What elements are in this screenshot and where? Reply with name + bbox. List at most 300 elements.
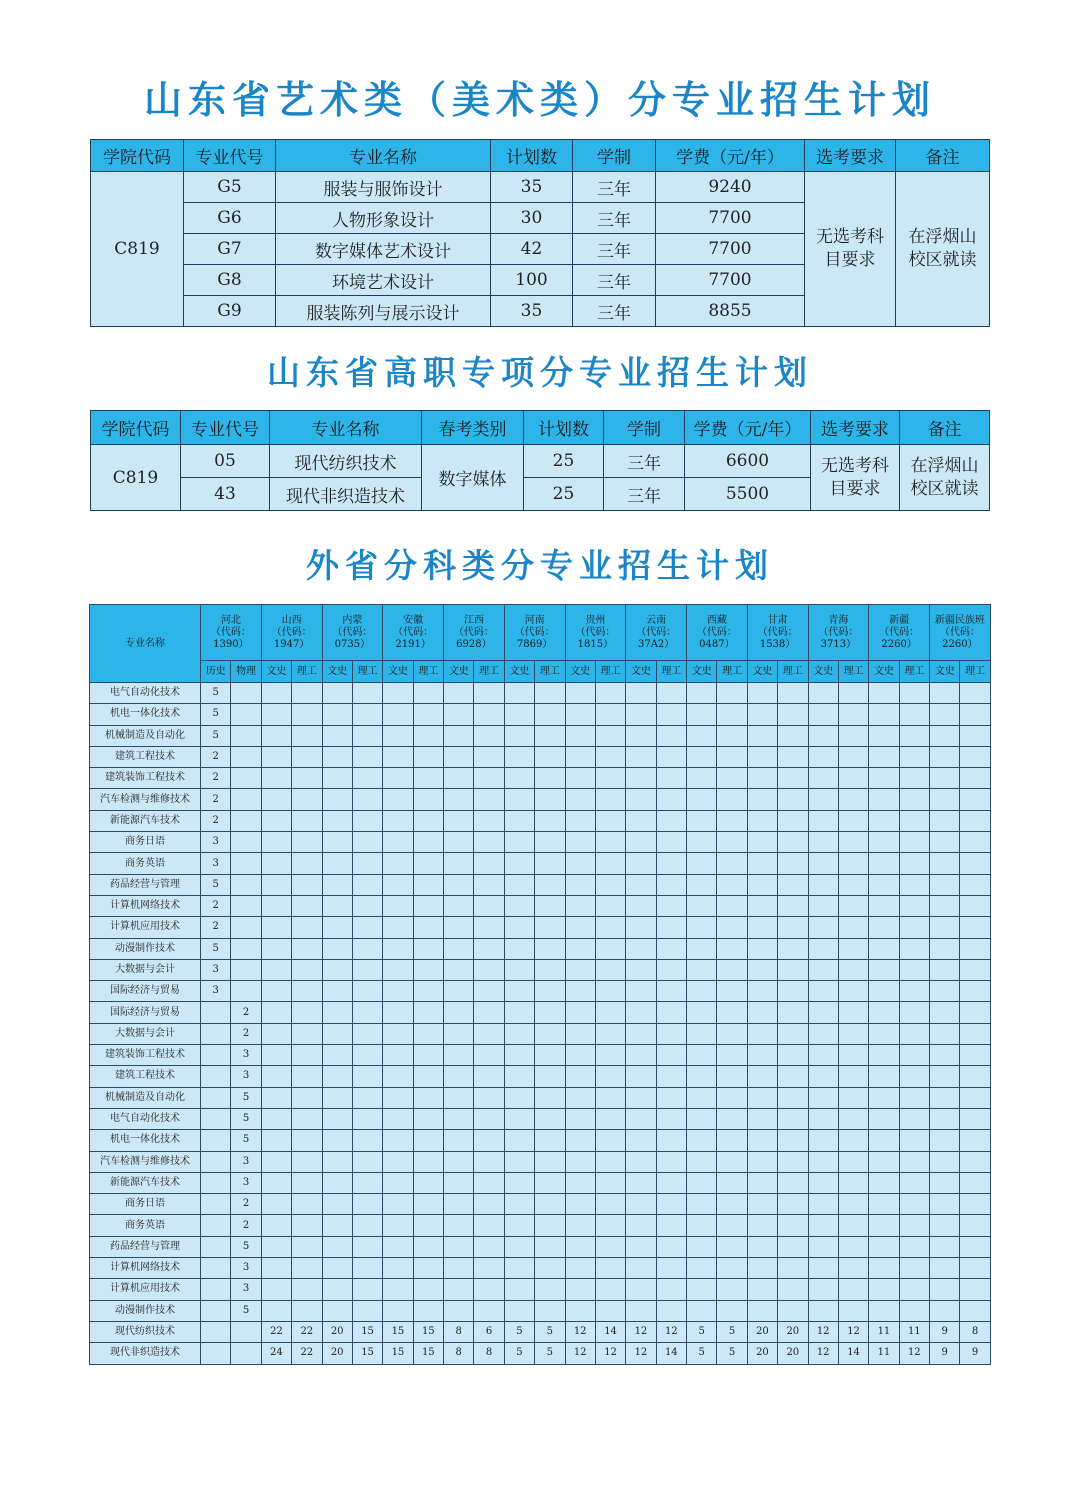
plan-count-cell [474,768,504,789]
major-name: 商务英语 [90,1215,201,1236]
major-name: 汽车检测与维修技术 [90,789,201,810]
plan-count-cell: 3 [231,1172,261,1193]
plan-count-cell [383,1023,413,1044]
plan-count-cell [231,832,261,853]
plan-count-cell [292,917,322,938]
plan-count-cell [383,1300,413,1321]
duration: 三年 [573,296,656,327]
plan-count-cell [474,1194,504,1215]
major-name: 商务日语 [90,1194,201,1215]
plan-count-cell [292,1045,322,1066]
plan-count-cell [413,895,443,916]
art-plan-title: 山东省艺术类（美术类）分专业招生计划 [143,78,936,122]
plan-count-cell [869,704,899,725]
plan-count-cell [474,1002,504,1023]
plan-count-cell [261,832,291,853]
plan-count-cell [352,1258,382,1279]
plan-count: 42 [491,234,573,265]
plan-count-cell [565,746,595,767]
plan-count-cell [808,1258,838,1279]
plan-count-cell: 15 [352,1321,382,1342]
plan-count-cell [535,832,565,853]
plan-count-cell [656,704,686,725]
plan-count-cell [687,683,717,704]
plan-count-cell [474,1172,504,1193]
plan-count-cell [535,1023,565,1044]
plan-count-cell [930,1108,960,1129]
plan-count-cell [383,1236,413,1257]
plan-count-cell [656,1045,686,1066]
subject-type-header: 理工 [899,661,929,683]
plan-count-cell [838,1087,868,1108]
plan-count-cell [626,1215,656,1236]
plan-count-cell: 3 [231,1258,261,1279]
major-name: 动漫制作技术 [90,1300,201,1321]
plan-count-cell [352,1066,382,1087]
major-name: 动漫制作技术 [90,938,201,959]
province-header: 内蒙 （代码： 0735） [322,605,383,661]
plan-count-cell [261,746,291,767]
tuition: 6600 [685,445,811,478]
plan-count-cell [869,1236,899,1257]
table-header-row [91,140,990,172]
plan-count-cell [687,1194,717,1215]
plan-count-cell [413,874,443,895]
plan-count-cell [474,1151,504,1172]
plan-count-cell [535,704,565,725]
plan-count-cell [352,768,382,789]
plan-count-cell [322,683,352,704]
plan-count-cell [565,853,595,874]
plan-count-cell [261,959,291,980]
plan-count-cell [201,1087,231,1108]
plan-count-cell [717,832,747,853]
plan-count-cell [413,1172,443,1193]
plan-count-cell [626,959,656,980]
table-row [90,853,991,874]
plan-count-cell [322,938,352,959]
plan-count-cell [869,981,899,1002]
plan-count-cell [930,1002,960,1023]
table-row [90,768,991,789]
plan-count-cell [838,1258,868,1279]
plan-count-cell [838,768,868,789]
plan-count-cell [535,1066,565,1087]
plan-count-cell [838,1045,868,1066]
plan-count-cell [808,1108,838,1129]
plan-count-cell [687,1130,717,1151]
plan-count-cell [595,1130,625,1151]
plan-count-cell [444,917,474,938]
plan-count-cell [413,1300,443,1321]
plan-count-cell [930,789,960,810]
plan-count-cell [231,725,261,746]
plan-count-cell [322,832,352,853]
plan-count-cell [838,683,868,704]
plan-count-cell [352,1130,382,1151]
plan-count-cell [352,853,382,874]
plan-count-cell [747,981,777,1002]
plan-count-cell [413,1087,443,1108]
plan-count-cell [535,917,565,938]
plan-count-cell [383,1045,413,1066]
plan-count-cell [261,1087,291,1108]
plan-count-cell: 3 [201,959,231,980]
plan-count-cell: 8 [960,1321,990,1342]
plan-count-cell [747,1108,777,1129]
plan-count-cell [930,1130,960,1151]
plan-count-cell [595,1066,625,1087]
plan-count-cell [930,1194,960,1215]
plan-count-cell [626,1236,656,1257]
plan-count-cell [322,917,352,938]
plan-count-cell [535,1194,565,1215]
plan-count-cell [687,874,717,895]
major-code: G7 [184,234,276,265]
plan-count-cell [717,1130,747,1151]
plan-count-cell: 20 [747,1321,777,1342]
plan-count-cell [201,1151,231,1172]
plan-count-cell [292,1279,322,1300]
plan-count-cell: 3 [231,1279,261,1300]
plan-count-cell [352,832,382,853]
plan-count-cell [960,1045,990,1066]
plan-count-cell [413,746,443,767]
plan-count-cell [838,1300,868,1321]
plan-count-cell: 3 [231,1151,261,1172]
plan-count-cell [322,1258,352,1279]
plan-count-cell [717,1279,747,1300]
plan-count-cell [201,1045,231,1066]
plan-count-cell [626,1151,656,1172]
plan-count-cell [261,938,291,959]
plan-count-cell [535,1108,565,1129]
plan-count-cell [565,1215,595,1236]
plan-count-cell [322,746,352,767]
plan-count-cell [778,895,808,916]
plan-count-cell [595,1172,625,1193]
plan-count-cell [656,917,686,938]
major-name: 建筑工程技术 [90,746,201,767]
plan-count-cell [504,1279,534,1300]
plan-count-cell [717,704,747,725]
plan-count-cell [504,1108,534,1129]
plan-count-cell [899,1300,929,1321]
plan-count-cell [565,1108,595,1129]
plan-count-cell [383,810,413,831]
plan-count-cell [261,810,291,831]
plan-count-cell [383,1108,413,1129]
plan-count-cell [201,1108,231,1129]
plan-count-cell [322,1300,352,1321]
plan-count-cell [565,1087,595,1108]
plan-count-cell [778,1023,808,1044]
plan-count-cell [960,959,990,980]
plan-count-cell: 14 [838,1343,868,1364]
plan-count-cell: 22 [261,1321,291,1342]
plan-count-cell: 5 [717,1343,747,1364]
plan-count-cell [322,981,352,1002]
plan-count-cell [838,853,868,874]
plan-count-cell [444,1172,474,1193]
province-header: 西藏 （代码： 0487） [687,605,748,661]
plan-count-cell [778,1108,808,1129]
plan-count-cell [656,725,686,746]
plan-count-cell [656,1172,686,1193]
plan-count-cell [504,1258,534,1279]
plan-count-cell [535,683,565,704]
plan-count-cell [413,1194,443,1215]
major-code: G6 [184,203,276,234]
major-name: 计算机应用技术 [90,1279,201,1300]
plan-count-cell: 20 [322,1343,352,1364]
plan-count-cell [808,1215,838,1236]
plan-count-cell [687,704,717,725]
plan-count-cell [717,853,747,874]
plan-count-cell [960,704,990,725]
plan-count-cell: 3 [201,853,231,874]
plan-count-cell [869,1215,899,1236]
plan-count-cell [322,1045,352,1066]
plan-count-cell [595,768,625,789]
plan-count-cell [687,1151,717,1172]
plan-count-cell [626,725,656,746]
plan-count-cell [231,938,261,959]
column-header: 选考要求 [805,140,896,172]
plan-count-cell [808,853,838,874]
plan-count-cell [626,746,656,767]
plan-count-cell: 14 [595,1321,625,1342]
plan-count-cell [444,832,474,853]
plan-count-cell [869,917,899,938]
plan-count-cell [565,874,595,895]
column-header: 学制 [573,140,656,172]
table-row [90,704,991,725]
plan-count-cell [687,981,717,1002]
plan-count-cell [626,1023,656,1044]
major-name: 机械制造及自动化 [90,725,201,746]
plan-count-cell [292,1172,322,1193]
plan-count-cell [292,789,322,810]
plan-count-cell [535,938,565,959]
subject-type-header: 文史 [808,661,838,683]
plan-count-cell [383,1002,413,1023]
plan-count-cell [565,959,595,980]
plan-count-cell [778,1066,808,1087]
plan-count-cell [717,1215,747,1236]
plan-count-cell [838,938,868,959]
plan-count-cell [261,683,291,704]
plan-count-cell [413,981,443,1002]
plan-count-cell: 2 [201,768,231,789]
plan-count-cell [656,746,686,767]
column-header: 选考要求 [811,411,900,445]
plan-count-cell [444,1236,474,1257]
plan-count-cell [747,853,777,874]
plan-count-cell [474,895,504,916]
plan-count-cell [960,938,990,959]
plan-count-cell [565,1258,595,1279]
plan-count-cell [930,1300,960,1321]
plan-count-cell [535,853,565,874]
plan-count-cell [413,917,443,938]
plan-count-cell [565,832,595,853]
plan-count-cell: 5 [231,1108,261,1129]
table-row [90,810,991,831]
plan-count-cell [444,1045,474,1066]
plan-count-cell [565,704,595,725]
plan-count-cell [292,725,322,746]
plan-count-cell [747,1130,777,1151]
plan-count-cell [474,959,504,980]
plan-count-cell [960,725,990,746]
plan-count-cell [504,746,534,767]
plan-count-cell [504,981,534,1002]
major-name: 电气自动化技术 [90,1108,201,1129]
plan-count-cell [535,1130,565,1151]
table-row [90,1130,991,1151]
plan-count-cell: 2 [231,1023,261,1044]
plan-count-cell [778,874,808,895]
plan-count-cell [201,1279,231,1300]
plan-count-cell [960,874,990,895]
plan-count-cell [899,895,929,916]
plan-count-cell [474,704,504,725]
subject-type-header: 历史 [201,661,231,683]
plan-count-cell [565,1130,595,1151]
plan-count-cell [869,1045,899,1066]
plan-count-cell [747,1279,777,1300]
plan-count-cell [869,1300,899,1321]
plan-count-cell [474,1258,504,1279]
plan-count-cell [869,1108,899,1129]
plan-count-cell [535,1151,565,1172]
plan-count: 25 [524,445,604,478]
table-row [90,683,991,704]
plan-count-cell [808,1300,838,1321]
table-row [90,1215,991,1236]
plan-count: 30 [491,203,573,234]
campus-note: 在浮烟山校区就读 [896,172,990,327]
plan-count-cell [413,1258,443,1279]
plan-count-cell: 5 [231,1300,261,1321]
plan-count-cell [444,1258,474,1279]
plan-count-cell [383,832,413,853]
plan-count-cell [444,725,474,746]
plan-count-cell [687,1002,717,1023]
plan-count-cell [474,1236,504,1257]
plan-count-cell [474,1215,504,1236]
vocational-plan-table [90,410,990,511]
plan-count-cell [869,1151,899,1172]
plan-count-cell [474,1087,504,1108]
plan-count-cell [838,789,868,810]
plan-count-cell [383,1215,413,1236]
plan-count-cell [444,1194,474,1215]
plan-count-cell [504,1300,534,1321]
plan-count-cell [747,1002,777,1023]
plan-count-cell [960,1194,990,1215]
plan-count-cell [656,1002,686,1023]
plan-count-cell [565,1279,595,1300]
plan-count-cell [778,917,808,938]
plan-count-cell [899,725,929,746]
plan-count-cell: 5 [231,1130,261,1151]
plan-count-cell [261,704,291,725]
plan-count-cell [535,810,565,831]
plan-count-cell: 12 [565,1343,595,1364]
plan-count-cell [960,1215,990,1236]
plan-count-cell [930,1215,960,1236]
plan-count-cell [504,1194,534,1215]
plan-count-cell [869,895,899,916]
duration: 三年 [573,234,656,265]
plan-count-cell [687,1279,717,1300]
table-row [90,746,991,767]
plan-count-cell [656,1258,686,1279]
plan-count-cell [930,1172,960,1193]
plan-count-cell [960,1279,990,1300]
plan-count-cell: 12 [899,1343,929,1364]
plan-count-cell [565,1002,595,1023]
plan-count-cell [504,1045,534,1066]
plan-count-cell [352,704,382,725]
plan-count-cell [778,1258,808,1279]
plan-count-cell [231,683,261,704]
plan-count-cell [930,1151,960,1172]
plan-count-cell [565,1194,595,1215]
plan-count-cell [656,810,686,831]
table-row [91,445,990,478]
plan-count-cell [656,1151,686,1172]
plan-count-cell [504,725,534,746]
plan-count-cell [292,1215,322,1236]
plan-count-cell: 2 [201,895,231,916]
plan-count-cell [778,746,808,767]
plan-count-cell [474,1300,504,1321]
subject-type-header: 文史 [504,661,534,683]
plan-count-cell [778,1194,808,1215]
subject-type-header: 理工 [838,661,868,683]
major-name: 机械制造及自动化 [90,1087,201,1108]
plan-count-cell [474,789,504,810]
plan-count-cell: 8 [474,1343,504,1364]
duration: 三年 [573,172,656,203]
plan-count-cell: 5 [535,1343,565,1364]
plan-count-cell [930,1258,960,1279]
plan-count-cell [960,1108,990,1129]
plan-count-cell [626,895,656,916]
plan-count-cell: 2 [201,746,231,767]
plan-count-cell [899,981,929,1002]
plan-count-cell: 3 [231,1045,261,1066]
plan-count-cell [444,959,474,980]
plan-count-cell [595,1108,625,1129]
plan-count-cell: 5 [231,1236,261,1257]
duration: 三年 [604,478,685,511]
plan-count-cell [899,938,929,959]
plan-count-cell [261,895,291,916]
plan-count-cell: 20 [747,1343,777,1364]
plan-count-cell [292,1002,322,1023]
subject-type-header: 理工 [778,661,808,683]
plan-count-cell [535,1258,565,1279]
plan-count-cell [413,683,443,704]
plan-count-cell [930,768,960,789]
plan-count-cell [413,1151,443,1172]
plan-count-cell: 3 [201,832,231,853]
plan-count-cell [838,725,868,746]
